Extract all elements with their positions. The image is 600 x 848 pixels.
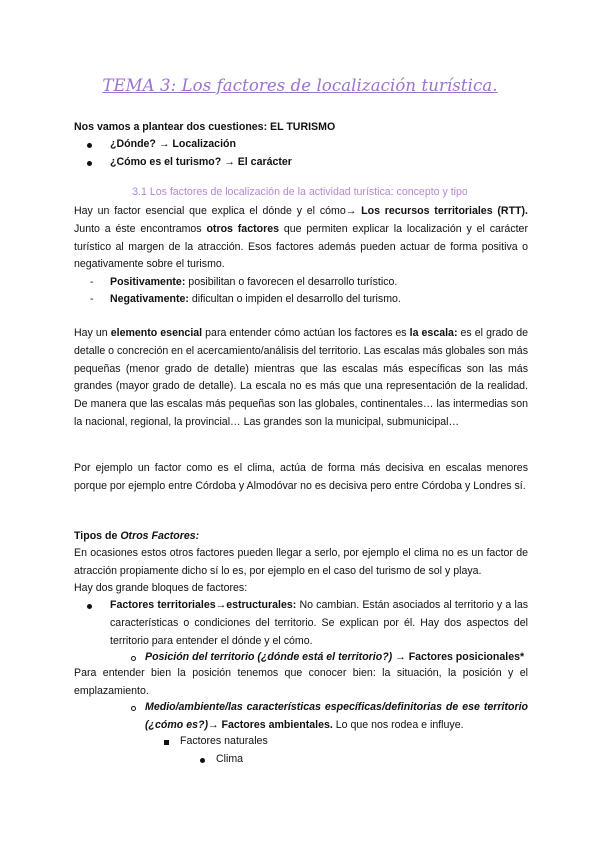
- intro-bullet-2: ¿Cómo es el turismo? → El carácter: [110, 156, 292, 168]
- territorial-factors-item: [110, 597, 528, 650]
- dash-item-positive: [110, 274, 397, 292]
- territorial-term: Factores territoriales→estructurales:: [110, 599, 297, 611]
- posicionales-term: → Factores posicionales*: [392, 651, 525, 663]
- dash-text: posibilitan o favorecen el desarrollo turístico.: [185, 276, 398, 288]
- position-question: Posición del territorio (¿dónde está el territorio?): [145, 651, 393, 663]
- text-run: Hay un: [74, 327, 111, 339]
- bullet-square: [164, 734, 169, 752]
- types-paragraph-2: Hay dos grande bloques de factores:: [74, 582, 248, 594]
- dash-marker: -: [90, 293, 94, 305]
- bullet-dot: [87, 137, 92, 155]
- otros-factores-term: otros factores: [206, 222, 279, 235]
- natural-factors-item: Factores naturales: [180, 735, 268, 747]
- dash-term: Negativamente:: [110, 293, 189, 305]
- bullet-dot: [87, 155, 92, 173]
- dash-text: dificultan o impiden el desarrollo del turismo.: [188, 293, 401, 305]
- intro-bullet-1: ¿Dónde? → Localización: [110, 138, 236, 150]
- escala-term: la escala:: [409, 327, 458, 339]
- dash-term: Positivamente:: [110, 276, 186, 288]
- dash-marker: -: [90, 276, 94, 288]
- section-paragraph-3: Por ejemplo un factor como es el clima, actúa de forma más decisiva en escalas menores porque por ejemplo entre Córdoba y Almodóvar no es decisiva pero entre Córdoba y Londres sí.: [74, 462, 528, 492]
- types-heading: [74, 528, 528, 546]
- types-paragraph-1: En ocasiones estos otros factores pueden llegar a serlo, por ejemplo el clima no es un factor de atracción propiamente dicho sí lo es, por ejemplo en el caso del turismo de sol y playa.: [74, 547, 528, 577]
- text-run: No cambian. Están asociados al territorio y a las características o condiciones del territorio. Se explican por él. Hay dos aspectos del territorio para entender el dónde y el cómo.: [110, 599, 529, 647]
- rtt-term: Los recursos territoriales (RTT).: [361, 205, 528, 217]
- ambientales-term: → Factores ambientales.: [207, 718, 333, 731]
- text-run: Lo que nos rodea e influye.: [332, 718, 464, 731]
- text-run: Junto a éste encontramos: [74, 222, 207, 235]
- bullet-dot: [200, 752, 205, 770]
- intro-heading: Nos vamos a plantear dos cuestiones: EL TURISMO: [74, 121, 336, 133]
- bullet-ring: [131, 700, 136, 718]
- environment-question: Medio/ambiente/las características específicas/definitorias de ese territorio (¿cómo es?): [145, 701, 528, 731]
- otros-factores-italic: Otros Factores:: [120, 530, 200, 542]
- environment-sub-item: [145, 699, 528, 735]
- text-run: Hay un factor esencial que explica el dónde y el cómo→: [74, 205, 362, 217]
- elemento-esencial-term: elemento esencial: [110, 327, 203, 339]
- climate-item: Clima: [216, 753, 244, 765]
- text-run: que permiten explicar la localización y el carácter turístico al margen de la atracción. Esos factores además pueden actuar de forma positiva o negativamente sobre el turismo.: [74, 222, 528, 271]
- text-run: Tipos de: [74, 530, 121, 542]
- text-run: es el grado de detalle o concreción en el acercamiento/análisis del territorio. Las escalas más globales son más pequeñas (menor grado de detalle) mientras que las escalas más específicas son las más grandes (mayor grado de detalle). La escala no es más que una representación de la realidad. De manera que las escalas más pequeñas son las globales, continentales… las intermedias son la nacional, regional, la provincial… Las grandes son la municipal, submunicipal…: [74, 327, 529, 428]
- dash-item-negative: [110, 291, 401, 309]
- text-run: para entender cómo actúan los factores es: [202, 327, 410, 339]
- section-heading: 3.1 Los factores de localización de la actividad turística: concepto y tipo: [132, 186, 468, 198]
- page-title: TEMA 3: Los factores de localización turística.: [102, 76, 498, 95]
- bullet-dot: [87, 598, 92, 616]
- types-paragraph-3: Para entender bien la posición tenemos que conocer bien: la situación, la posición y el emplazamiento.: [74, 667, 528, 697]
- section-paragraph-2: [74, 325, 528, 432]
- section-paragraph-1: [74, 203, 528, 274]
